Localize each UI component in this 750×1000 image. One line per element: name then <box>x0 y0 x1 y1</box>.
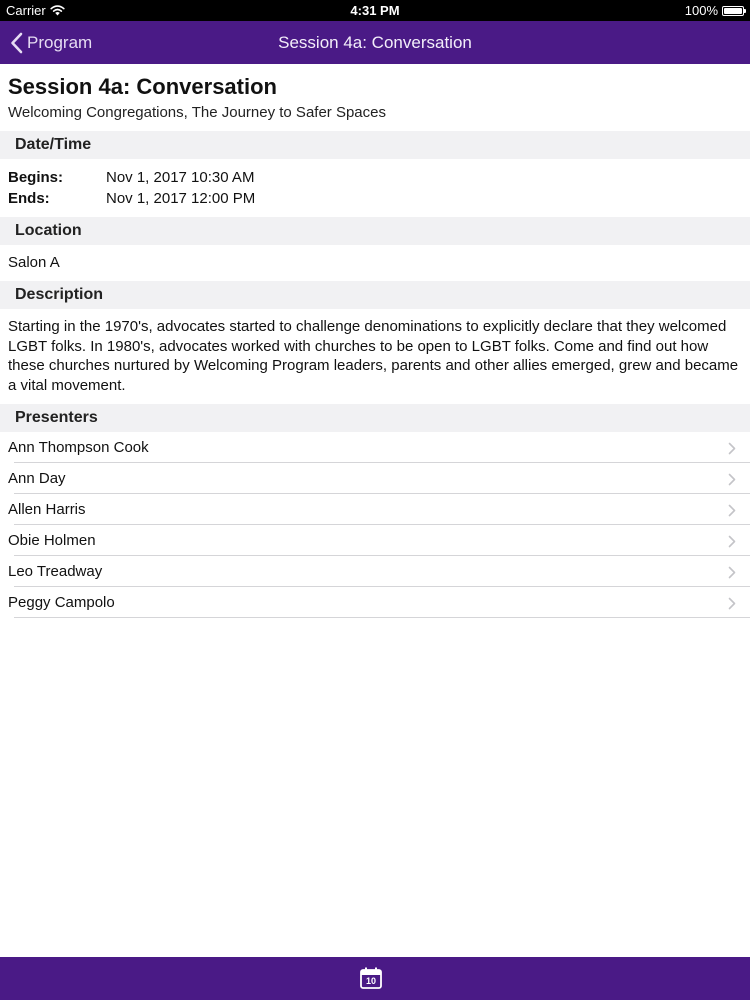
presenter-row[interactable] <box>0 587 750 618</box>
ends-value: Nov 1, 2017 12:00 PM <box>106 190 256 207</box>
status-bar <box>0 0 750 21</box>
description-text: Starting in the 1970's, advocates started to challenge denominations to explicitly declare that they welcomed LGBT folks. In 1980's, advocates worked with churches to be open to LGBT folks. Come and find out how these churches nurtured by Welcoming Program leaders, parents and other allies emerged, grew and became a vital movement. <box>8 318 739 394</box>
presenter-name: Ann Day <box>8 470 66 487</box>
presenter-name: Leo Treadway <box>8 563 103 580</box>
calendar-day: 10 <box>365 976 376 986</box>
begins-row <box>8 167 742 188</box>
ends-label: Ends: <box>8 190 50 207</box>
presenter-row[interactable] <box>0 432 750 463</box>
session-detail <box>0 64 750 618</box>
ends-row <box>8 188 742 209</box>
chevron-right-icon <box>728 597 736 610</box>
section-header-datetime: Date/Time <box>0 131 750 159</box>
battery-indicator <box>685 3 744 18</box>
session-title: Session 4a: Conversation <box>8 74 277 99</box>
presenter-list <box>0 432 750 618</box>
section-header-description: Description <box>0 281 750 309</box>
begins-label: Begins: <box>8 169 64 186</box>
battery-icon <box>722 6 744 16</box>
nav-title: Session 4a: Conversation <box>278 33 472 52</box>
presenter-name: Peggy Campolo <box>8 594 115 611</box>
tab-bar <box>0 957 750 1000</box>
chevron-right-icon <box>728 442 736 455</box>
chevron-right-icon <box>728 566 736 579</box>
location-value: Salon A <box>8 254 60 271</box>
chevron-right-icon <box>728 504 736 517</box>
presenter-name: Allen Harris <box>8 501 86 518</box>
back-button-label: Program <box>27 32 93 52</box>
datetime-block <box>0 159 750 217</box>
presenter-name: Ann Thompson Cook <box>8 439 149 456</box>
status-time: 4:31 PM <box>350 3 400 18</box>
navigation-bar <box>0 21 750 64</box>
section-header-presenters: Presenters <box>0 404 750 432</box>
presenter-row[interactable] <box>0 556 750 587</box>
presenter-row[interactable] <box>0 525 750 556</box>
calendar-tab-button[interactable] <box>359 966 383 990</box>
chevron-right-icon <box>728 473 736 486</box>
presenter-name: Obie Holmen <box>8 532 96 549</box>
battery-percent: 100% <box>684 3 718 18</box>
session-subtitle: Welcoming Congregations, The Journey to Safer Spaces <box>8 104 386 121</box>
presenter-row[interactable] <box>0 494 750 525</box>
section-header-location: Location <box>0 217 750 245</box>
begins-value: Nov 1, 2017 10:30 AM <box>106 169 255 186</box>
presenter-row[interactable] <box>0 463 750 494</box>
chevron-right-icon <box>728 535 736 548</box>
carrier-label: Carrier <box>6 3 46 18</box>
